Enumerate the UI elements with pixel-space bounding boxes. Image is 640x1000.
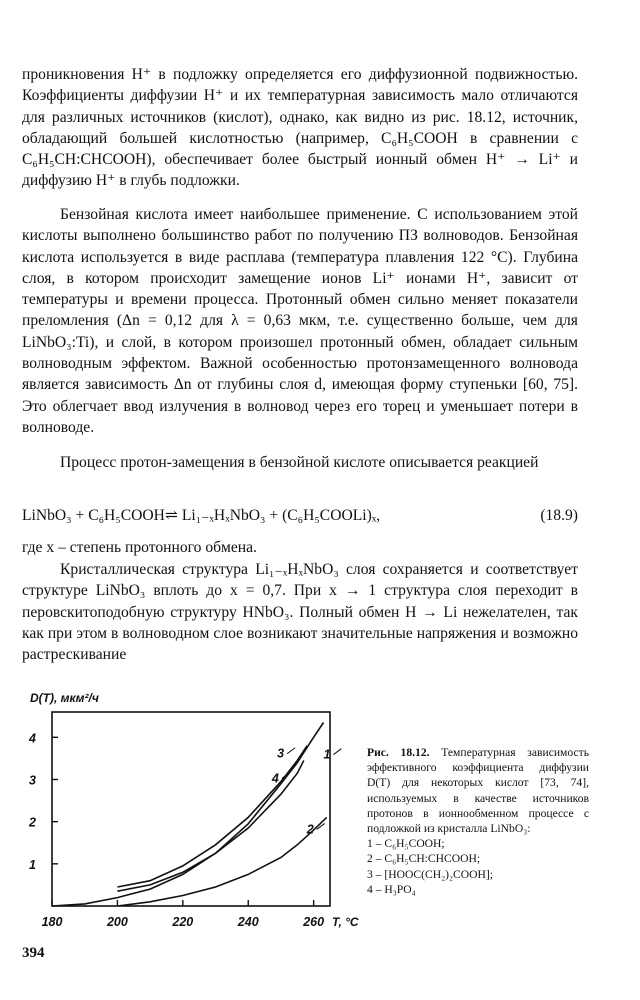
paragraph-3: Процесс протон-замещения в бензойной кислоте описывается реакцией [60,454,539,471]
caption-lead: Рис. 18.12. [367,746,430,759]
plot-frame [52,712,330,906]
y-axis-label: D(T), мкм²/ч [30,691,99,705]
x-tick-label: 180 [41,915,63,929]
paragraph-4: где x – степень протонного обмена. [22,539,257,556]
caption-text: Температурная зависимость эффективного коэффициента диффузии D(T) для некоторых кислот [73, 74], используемых в качестве источников протонов в ионнообменном процессе с подложкой из кристалла LiNbO₃: [367,746,589,836]
curve-label-leader-1 [333,749,341,755]
paragraph-1: проникновения H⁺ в подложку определяется его диффузионной подвижностью. Коэффициенты диффузии H⁺ и их температурная зависимость мало отличаются для различных источников (кислот), однако, как видно из рис. 18.12, источник, обладающий большей кислотностью (например, C₆H₅COOH в сравнении с C₆H₅CH:CHCOOH), обеспечивает более быстрый ионный обмен H⁺ → Li⁺ и диффузию H⁺ в глубь подложки. [22,66,578,190]
caption-item-1: 1 – C₆H₅COOH; [367,837,445,851]
curve-label-1: 1 [323,747,331,762]
y-tick-label: 4 [29,731,36,746]
y-tick-label: 2 [29,815,36,830]
caption-item-4: 4 – H₃PO₄ [367,882,416,896]
y-tick-label: 1 [29,857,36,872]
curve-label-3: 3 [277,746,285,761]
figure-caption [367,745,589,897]
curve-2 [117,817,326,906]
curve-label-4: 4 [271,771,279,786]
x-tick-label: 200 [106,915,128,929]
x-tick-label: 220 [172,915,194,929]
page-number: 394 [22,945,45,961]
caption-item-3: 3 – [HOOC(CH₂)₂COOH]; [367,867,493,881]
equation-number: (18.9) [540,507,578,524]
x-axis-label: T, °C [332,915,359,929]
y-tick-label: 3 [29,773,36,788]
paragraph-5: Кристаллическая структура Li₁₋ₓHₓNbO₃ слоя сохраняется и соответствует структуре LiNbO₃ вплоть до x = 0,7. При x → 1 структура слоя переходит в перовскитоподобную структуру HNbO₃. Полный обмен H → Li нежелателен, так как при этом в волноводном слое возникают значительные напряжения и возможно растрескивание [22,561,578,664]
x-tick-label: 240 [237,915,259,929]
curve-label-leader-3 [287,748,295,754]
x-tick-label: 260 [303,915,325,929]
caption-item-2: 2 – C₆H₅CH:CHCOOH; [367,852,481,866]
equation-body: LiNbO₃ + C₆H₅COOH⇌ Li₁₋ₓHₓNbO₃ + (C₆H₅COOLi)ₓ, [22,507,381,524]
curve-3 [117,746,307,887]
curve-label-2: 2 [306,822,314,837]
paragraph-2: Бензойная кислота имеет наибольшее применение. С использованием этой кислоты выполнено большинство работ по получению ПЗ волноводов. Бензойная кислота используется в виде расплава (температура плавления 122 °C). Глубина слоя, в котором происходит замещение ионов Li⁺ ионами H⁺, зависит от температуры и времени процесса. Протонный обмен сильно меняет показатели преломления (Δn = 0,12 для λ = 0,63 мкм, т.е. существенно больше, чем для LiNbO₃:Ti), и слой, в котором произошел протонный обмен, обладает сильным волноводным эффектом. Важной особенностью протонзамещенного волновода является зависимость Δn от глубины слоя d, имеющая форму ступеньки [60, 75]. Это облегчает ввод излучения в волновод через его торец и уменьшает потери в волноводе. [22,206,578,436]
